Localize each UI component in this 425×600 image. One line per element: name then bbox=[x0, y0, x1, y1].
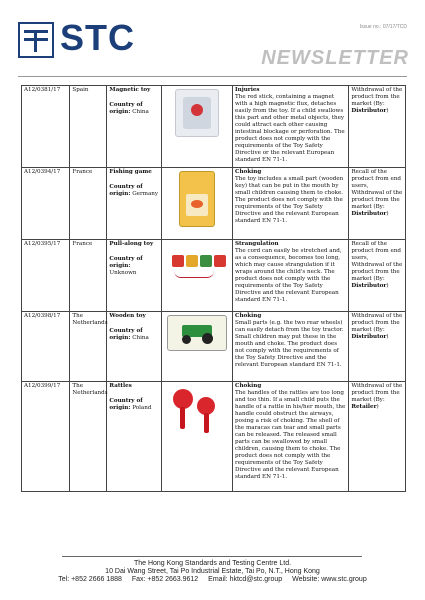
risk-cell bbox=[233, 168, 349, 240]
notifying-country-cell: The Netherlands bbox=[70, 312, 107, 382]
product-name: Magnetic toy bbox=[109, 87, 151, 93]
product-name: Pull-along toy bbox=[109, 241, 154, 247]
product-cell bbox=[107, 312, 162, 382]
product-cell bbox=[107, 240, 162, 312]
measures-by: Retailer bbox=[351, 404, 377, 410]
measures-text: Withdrawal of the product from the market (By: bbox=[351, 313, 403, 333]
risk-type: Choking bbox=[235, 383, 262, 389]
measures-end: ) bbox=[386, 108, 389, 114]
footer-contact bbox=[0, 576, 425, 584]
reference-cell: A12/0395/17 bbox=[22, 240, 70, 312]
risk-cell bbox=[233, 240, 349, 312]
header-divider bbox=[18, 76, 407, 77]
image-cell bbox=[161, 86, 232, 168]
product-name: Wooden toy bbox=[109, 313, 146, 319]
measures-cell bbox=[349, 168, 406, 240]
footer-divider bbox=[62, 556, 362, 557]
risk-description: The red stick, containing a magnet with a high magnetic flux, detaches easily from the toy. If a child swallows this part and other metal objects, they could attract each other causing intestinal blockage or perforation. The product does not comply with the requirements of the Toy Safety Directive or the relevant European standard EN 71-1. bbox=[235, 94, 345, 163]
page-header bbox=[0, 0, 425, 82]
risk-cell bbox=[233, 382, 349, 492]
reference-cell: A12/0381/17 bbox=[22, 86, 70, 168]
risk-description: The handles of the rattles are too long and too thin. If a small child puts the handle of a rattle in his/her mouth, the handle could obstruct the airways, posing a risk of choking. The shell of the maracas can tear and small parts can be released. The released small parts can be swallowed by small children, causing them to choke. The product does not comply with the requirements of the Toy Safety Directive and the relevant European standard EN 71-1. bbox=[235, 390, 346, 480]
product-cell bbox=[107, 382, 162, 492]
recall-table bbox=[21, 85, 406, 492]
measures-cell bbox=[349, 312, 406, 382]
table-row bbox=[22, 86, 406, 168]
notifying-country-cell: France bbox=[70, 168, 107, 240]
stc-logo-icon bbox=[18, 22, 54, 58]
risk-type: Injuries bbox=[235, 87, 260, 93]
measures-text: Recall of the product from end users, Withdrawal of the product from the market (By: bbox=[351, 241, 403, 282]
reference-cell: A12/0398/17 bbox=[22, 312, 70, 382]
reference-cell: A12/0394/17 bbox=[22, 168, 70, 240]
measures-cell bbox=[349, 382, 406, 492]
origin-label: Country of origin: bbox=[109, 184, 143, 197]
risk-type: Strangulation bbox=[235, 241, 279, 247]
rattles-image bbox=[169, 385, 225, 439]
measures-end: ) bbox=[376, 404, 379, 410]
footer-company: The Hong Kong Standards and Testing Centre Ltd. bbox=[133, 560, 292, 567]
newsletter-title: NEWSLETTER bbox=[261, 47, 409, 69]
reference-cell: A12/0399/17 bbox=[22, 382, 70, 492]
origin-value: Germany bbox=[132, 191, 159, 197]
product-cell bbox=[107, 86, 162, 168]
footer-email[interactable]: Email: hktcd@stc.group bbox=[208, 576, 283, 583]
measures-text: Withdrawal of the product from the market (By: bbox=[351, 383, 403, 403]
measures-text: Withdrawal of the product from the market (By: bbox=[351, 87, 403, 107]
measures-by: Distributor bbox=[351, 283, 387, 289]
risk-cell bbox=[233, 86, 349, 168]
product-name: Fishing game bbox=[109, 169, 152, 175]
notifying-country-cell: France bbox=[70, 240, 107, 312]
measures-end: ) bbox=[386, 334, 389, 340]
notifying-country-cell: Spain bbox=[70, 86, 107, 168]
risk-type: Choking bbox=[235, 169, 262, 175]
origin-value: Poland bbox=[132, 405, 152, 411]
risk-type: Choking bbox=[235, 313, 262, 319]
footer-address: 10 Dai Wang Street, Tai Po Industrial Estate, Tai Po, N.T., Hong Kong bbox=[105, 568, 320, 575]
measures-cell bbox=[349, 240, 406, 312]
footer-fax: Fax: +852 2663.9612 bbox=[131, 576, 199, 583]
table-row bbox=[22, 240, 406, 312]
product-cell bbox=[107, 168, 162, 240]
measures-end: ) bbox=[386, 211, 389, 217]
image-cell bbox=[161, 382, 232, 492]
origin-value: Unknown bbox=[109, 270, 137, 276]
origin-label: Country of origin: bbox=[109, 398, 143, 411]
fishing-game-image bbox=[179, 171, 215, 227]
magnetic-toy-image bbox=[175, 89, 219, 137]
measures-by: Distributor bbox=[351, 334, 387, 340]
product-name: Rattles bbox=[109, 383, 132, 389]
wooden-tractor-image bbox=[167, 315, 227, 351]
origin-value: China bbox=[132, 109, 149, 115]
origin-label: Country of origin: bbox=[109, 102, 143, 115]
measures-by: Distributor bbox=[351, 108, 387, 114]
footer-website[interactable]: Website: www.stc.group bbox=[292, 576, 367, 583]
risk-cell bbox=[233, 312, 349, 382]
notifying-country-cell: The Netherlands bbox=[70, 382, 107, 492]
measures-cell bbox=[349, 86, 406, 168]
table-row bbox=[22, 168, 406, 240]
image-cell bbox=[161, 312, 232, 382]
origin-label: Country of origin: bbox=[109, 328, 143, 341]
image-cell bbox=[161, 168, 232, 240]
brand-name: STC bbox=[60, 17, 135, 58]
pull-along-toy-image bbox=[168, 243, 226, 283]
risk-description: The cord can easily be stretched and, as a consequence, becomes too long, which may cause strangulation if it wraps around the child's neck. The product does not comply with the requirements of the Toy Safety Directive and the relevant European standard EN 71-1. bbox=[235, 248, 342, 303]
risk-description: Small parts (e.g. the two rear wheels) can easily detach from the toy tractor. Small children may put these in the mouth and choke. The product does not comply with the requirements of the Toy Safety Directive and the relevant European standard EN 71-1. bbox=[235, 320, 344, 368]
footer-tel: Tel: +852 2666 1888 bbox=[58, 576, 122, 583]
risk-description: The toy includes a small part (wooden key) that can be put in the mouth by small children causing them to choke. The product does not comply with the requirements of the Toy Safety Directive and the relevant European standard EN 71-1. bbox=[235, 176, 344, 224]
measures-end: ) bbox=[386, 283, 389, 289]
measures-text: Recall of the product from end users, Withdrawal of the product from the market (By: bbox=[351, 169, 403, 210]
measures-by: Distributor bbox=[351, 211, 387, 217]
image-cell bbox=[161, 240, 232, 312]
origin-label: Country of origin: bbox=[109, 256, 143, 269]
origin-value: China bbox=[132, 335, 149, 341]
table-row bbox=[22, 382, 406, 492]
issue-number: Issue no.: 07/17/TCD bbox=[359, 24, 407, 30]
table-row bbox=[22, 312, 406, 382]
